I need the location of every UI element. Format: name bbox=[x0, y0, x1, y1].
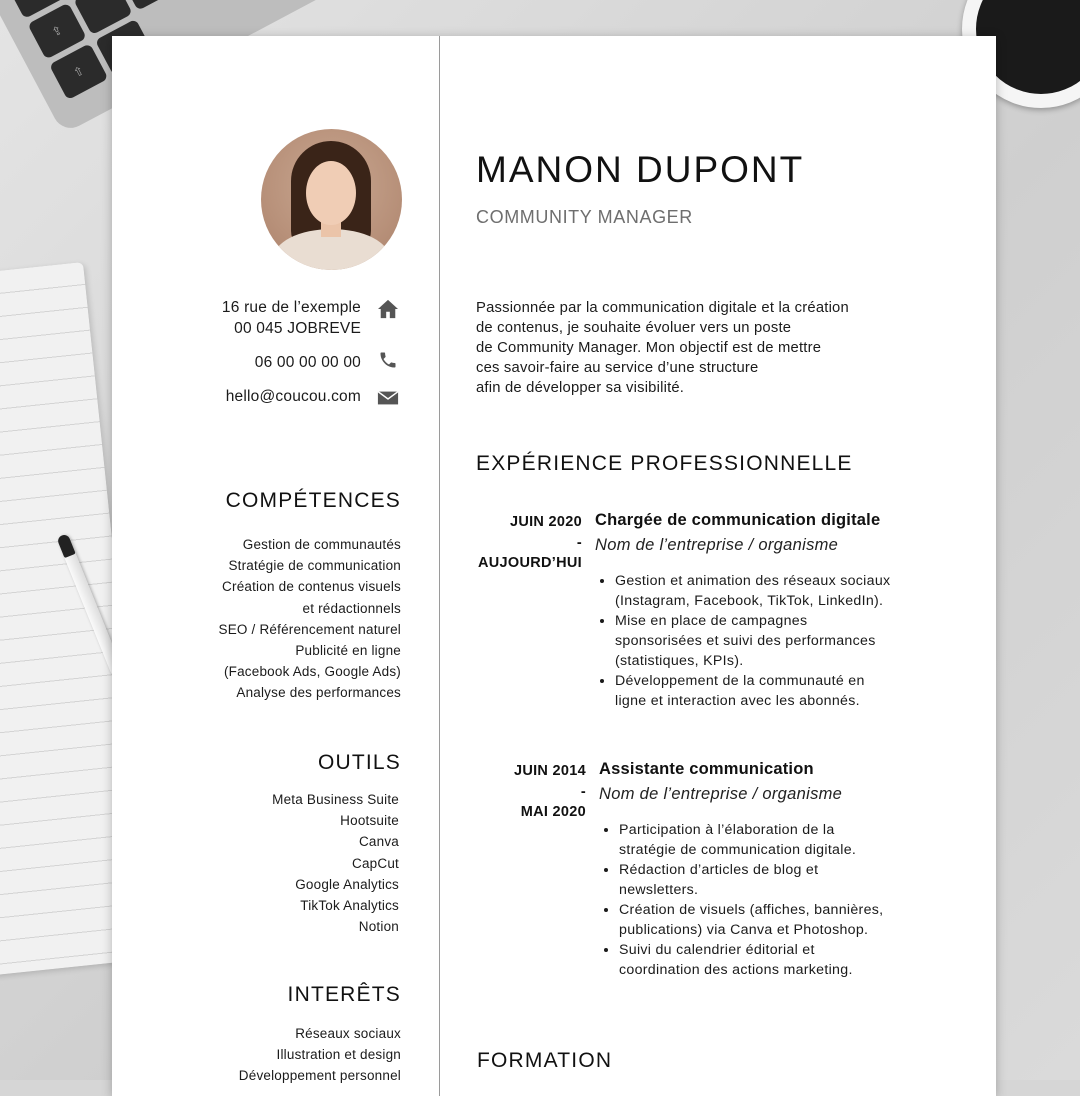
education-title: FORMATION bbox=[477, 1049, 613, 1072]
job-company: Nom de l’entreprise / organisme bbox=[599, 785, 843, 803]
mail-icon bbox=[377, 388, 399, 408]
job-bullets bbox=[595, 571, 995, 711]
key-capslock: ⇪ bbox=[27, 3, 86, 60]
date-end: AUJOURD’HUI bbox=[478, 555, 582, 571]
candidate-title: COMMUNITY MANAGER bbox=[476, 207, 693, 227]
skills-list bbox=[219, 534, 402, 704]
list-item: CapCut bbox=[352, 855, 399, 871]
list-item: • Participation à l’élaboration de la stratégie de communication digitale. bbox=[619, 820, 999, 860]
list-item: • Rédaction d’articles de blog et newsletters. bbox=[619, 860, 999, 900]
skills-title: COMPÉTENCES bbox=[225, 489, 401, 512]
list-item: et rédactionnels bbox=[302, 600, 401, 616]
job-bullets bbox=[599, 820, 999, 980]
summary-line: ces savoir-faire au service d’une structure bbox=[476, 360, 759, 376]
list-item: • Mise en place de campagnes sponsorisées et suivi des performances (statistiques, KPIs). bbox=[615, 611, 995, 671]
date-start: JUIN 2014 bbox=[513, 763, 586, 779]
list-item: • Création de visuels (affiches, bannières, publications) via Canva et Photoshop. bbox=[619, 900, 999, 940]
experience-dates bbox=[440, 761, 586, 823]
phone-icon bbox=[377, 350, 399, 370]
job-company: Nom de l’entreprise / organisme bbox=[595, 536, 839, 554]
list-item: Illustration et design bbox=[276, 1047, 401, 1063]
interests-title: INTERÊTS bbox=[287, 983, 401, 1006]
list-item: Notion bbox=[358, 919, 399, 935]
tools-list bbox=[272, 789, 399, 937]
list-item: Stratégie de communication bbox=[228, 558, 401, 574]
profile-summary bbox=[476, 298, 916, 398]
summary-line: de contenus, je souhaite évoluer vers un poste bbox=[476, 320, 792, 336]
list-item: • Développement de la communauté en ligne et interaction avec les abonnés. bbox=[615, 671, 995, 711]
list-item: TikTok Analytics bbox=[300, 898, 399, 914]
list-item: Réseaux sociaux bbox=[295, 1026, 401, 1041]
list-item: Hootsuite bbox=[340, 813, 399, 829]
list-item: SEO / Référencement naturel bbox=[218, 621, 401, 637]
summary-line: de Community Manager. Mon objectif est de mettre bbox=[476, 340, 822, 356]
date-end: MAI 2020 bbox=[520, 804, 586, 820]
date-separator: - bbox=[576, 534, 582, 551]
job-role: Assistante communication bbox=[599, 760, 814, 778]
profile-photo bbox=[261, 129, 402, 270]
summary-line: Passionnée par la communication digitale et la création bbox=[476, 300, 849, 316]
job-role: Chargée de communication digitale bbox=[595, 511, 881, 529]
list-item: Publicité en ligne bbox=[295, 643, 401, 659]
list-item: Canva bbox=[358, 834, 399, 850]
experience-dates bbox=[440, 512, 582, 574]
address-line-2: 00 045 JOBREVE bbox=[234, 320, 361, 337]
date-start: JUIN 2020 bbox=[509, 514, 582, 530]
list-item: Création de contenus visuels bbox=[222, 579, 401, 595]
list-item: Analyse des performances bbox=[236, 685, 401, 701]
contact-email[interactable]: hello@coucou.com bbox=[225, 388, 361, 405]
address-line-1: 16 rue de l’exemple bbox=[221, 299, 361, 316]
list-item: Gestion de communautés bbox=[242, 537, 401, 552]
list-item: Meta Business Suite bbox=[272, 792, 399, 807]
list-item: (Facebook Ads, Google Ads) bbox=[223, 664, 401, 680]
contact-phone: 06 00 00 00 00 bbox=[254, 354, 361, 371]
contact-address bbox=[222, 297, 361, 339]
home-icon bbox=[377, 299, 399, 319]
list-item: • Suivi du calendrier éditorial et coordination des actions marketing. bbox=[619, 940, 999, 980]
interests-list bbox=[239, 1023, 401, 1087]
resume-page bbox=[112, 36, 996, 1096]
date-separator: - bbox=[580, 783, 586, 800]
list-item: • Gestion et animation des réseaux sociaux (Instagram, Facebook, TikTok, LinkedIn). bbox=[615, 571, 995, 611]
summary-line: afin de développer sa visibilité. bbox=[476, 380, 685, 396]
experience-title: EXPÉRIENCE PROFESSIONNELLE bbox=[476, 452, 853, 475]
key-shift: ⇧ bbox=[49, 43, 108, 100]
candidate-name: MANON DUPONT bbox=[476, 149, 805, 190]
photo-face bbox=[306, 161, 356, 225]
list-item: Google Analytics bbox=[295, 876, 399, 892]
tools-title: OUTILS bbox=[317, 751, 401, 774]
list-item: Développement personnel bbox=[238, 1068, 401, 1084]
